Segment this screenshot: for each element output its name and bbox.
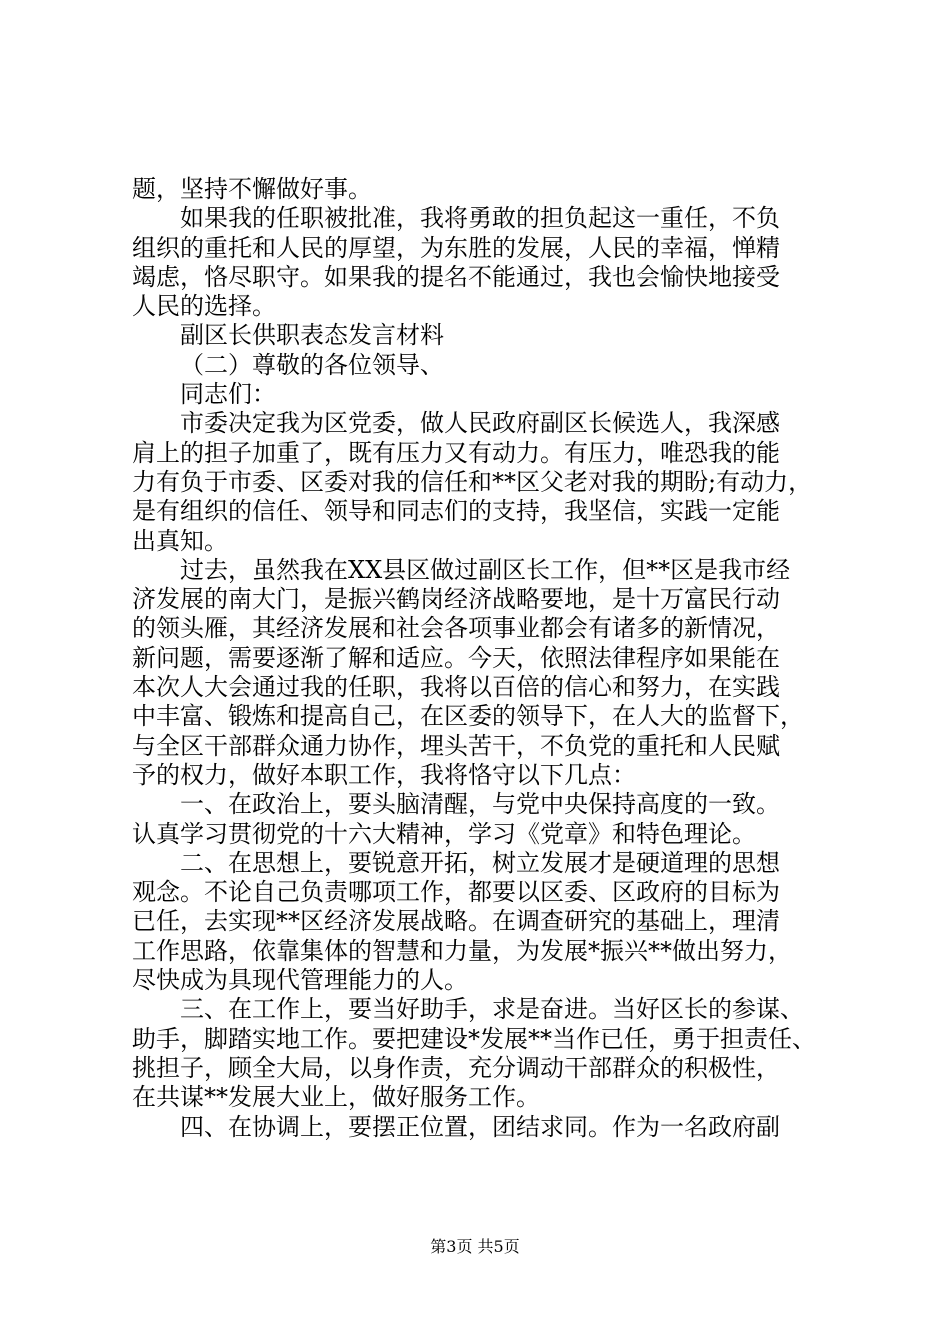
text-line: 挑担子，顾全大局，以身作责，充分调动干部群众的积极性，	[132, 1053, 780, 1082]
text-line: 出真知。	[132, 526, 228, 555]
text-line: 观念。不论自己负责哪项工作，都要以区委、区政府的目标为	[132, 878, 780, 907]
text-line: 是有组织的信任、领导和同志们的支持，我坚信，实践一定能	[132, 497, 780, 526]
text-line: 四、在协调上，要摆正位置，团结求同。作为一名政府副	[180, 1112, 780, 1141]
text-line: 助手，脚踏实地工作。要把建设*发展**当作已任，勇于担责任、	[132, 1024, 816, 1053]
text-line: 如果我的任职被批准，我将勇敢的担负起这一重任，不负	[180, 204, 780, 233]
text-line: 题，坚持不懈做好事。	[132, 175, 372, 203]
text-line: （二）尊敬的各位领导、	[180, 350, 444, 379]
text-line: 市委决定我为区党委，做人民政府副区长候选人，我深感	[180, 409, 780, 438]
text-line: 二、在思想上，要锐意开拓，树立发展才是硬道理的思想	[180, 848, 780, 877]
text-line: 过去，虽然我在XX县区做过副区长工作，但**区是我市经	[180, 555, 791, 584]
body-text	[132, 175, 832, 1142]
text-line: 在共谋**发展大业上，做好服务工作。	[132, 1083, 540, 1112]
text-line: 人民的选择。	[132, 292, 276, 321]
text-line: 三、在工作上，要当好助手，求是奋进。当好区长的参谋、	[180, 995, 804, 1024]
text-line: 已任，去实现**区经济发展战略。在调查研究的基础上，理清	[132, 907, 780, 936]
text-line: 中丰富、锻炼和提高自己，在区委的领导下，在人大的监督下，	[132, 702, 804, 731]
text-line: 一、在政治上，要头脑清醒，与党中央保持高度的一致。	[180, 790, 780, 819]
text-line: 予的权力，做好本职工作，我将恪守以下几点：	[132, 760, 636, 789]
page-footer	[0, 1237, 950, 1257]
text-line: 力有负于市委、区委对我的信任和**区父老对我的期盼;有动力，	[132, 467, 813, 496]
text-line: 同志们：	[180, 380, 276, 409]
text-line: 的领头雁，其经济发展和社会各项事业都会有诸多的新情况，	[132, 614, 780, 643]
text-line: 副区长供职表态发言材料	[180, 321, 444, 350]
text-line: 工作思路，依靠集体的智慧和力量，为发展*振兴**做出努力，	[132, 936, 792, 965]
text-line: 与全区干部群众通力协作，埋头苦干，不负党的重托和人民赋	[132, 731, 780, 760]
text-line: 尽快成为具现代管理能力的人。	[132, 966, 468, 995]
text-line: 济发展的南大门，是振兴鹤岗经济战略要地，是十万富民行动	[132, 585, 780, 614]
text-line: 新问题，需要逐渐了解和适应。今天，依照法律程序如果能在	[132, 643, 780, 672]
text-line: 认真学习贯彻党的十六大精神，学习《党章》和特色理论。	[132, 819, 756, 848]
page-number-label: 第3页 共5页	[430, 1237, 520, 1256]
text-line: 组织的重托和人民的厚望，为东胜的发展，人民的幸福，惮精	[132, 233, 780, 262]
text-line: 本次人大会通过我的任职，我将以百倍的信心和努力，在实践	[132, 673, 780, 702]
text-line: 肩上的担子加重了，既有压力又有动力。有压力，唯恐我的能	[132, 438, 780, 467]
text-line: 竭虑，恪尽职守。如果我的提名不能通过，我也会愉快地接受	[132, 262, 780, 291]
